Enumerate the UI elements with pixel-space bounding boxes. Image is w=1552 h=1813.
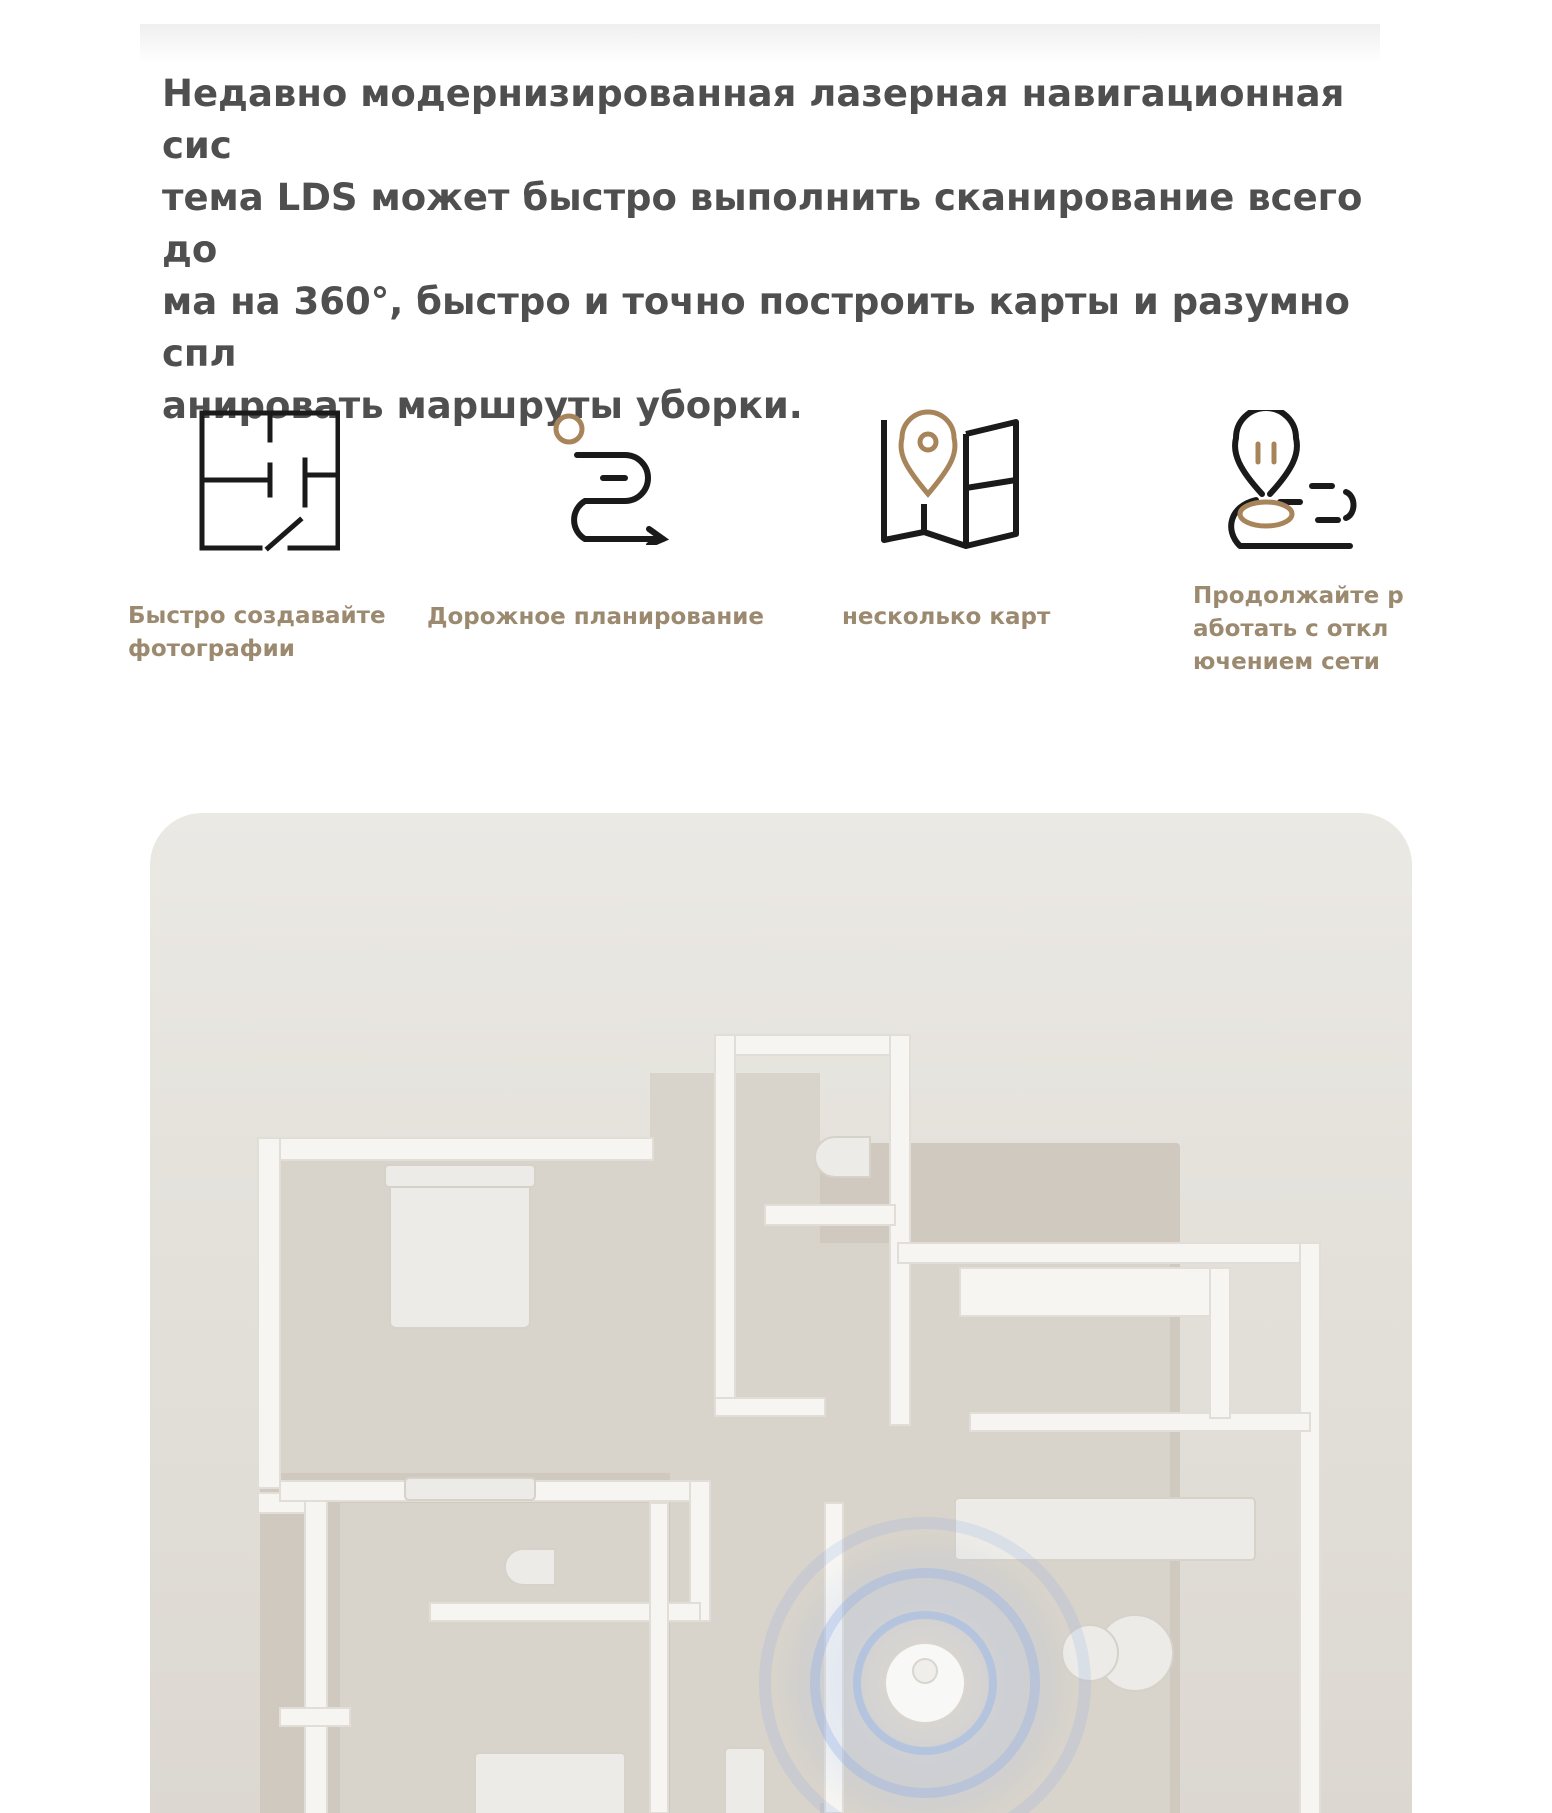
headline: Недавно модернизированная лазерная навигационная сис тема LDS может быстро выполнить сканирование всего до ма на 360°, быстро и точно построить карты и разумно спл анировать маршруты уборки. (162, 72, 1363, 427)
floor-plan-icon (190, 405, 340, 555)
multi-map-icon (876, 408, 1026, 558)
resume-after-disconnect-icon (1220, 410, 1370, 560)
robot-vacuum (885, 1643, 965, 1723)
feature-label: Быстро создавайте фотографии (128, 603, 386, 662)
route-planning-icon (545, 405, 675, 545)
house-floorplan-render (150, 813, 1412, 1813)
house-illustration (150, 813, 1412, 1813)
feature-label: Дорожное планирование (427, 604, 764, 630)
feature-label: Продолжайте р аботать с откл ючением сети (1193, 583, 1404, 675)
top-fade (140, 24, 1380, 64)
feature-label: несколько карт (842, 604, 1051, 630)
